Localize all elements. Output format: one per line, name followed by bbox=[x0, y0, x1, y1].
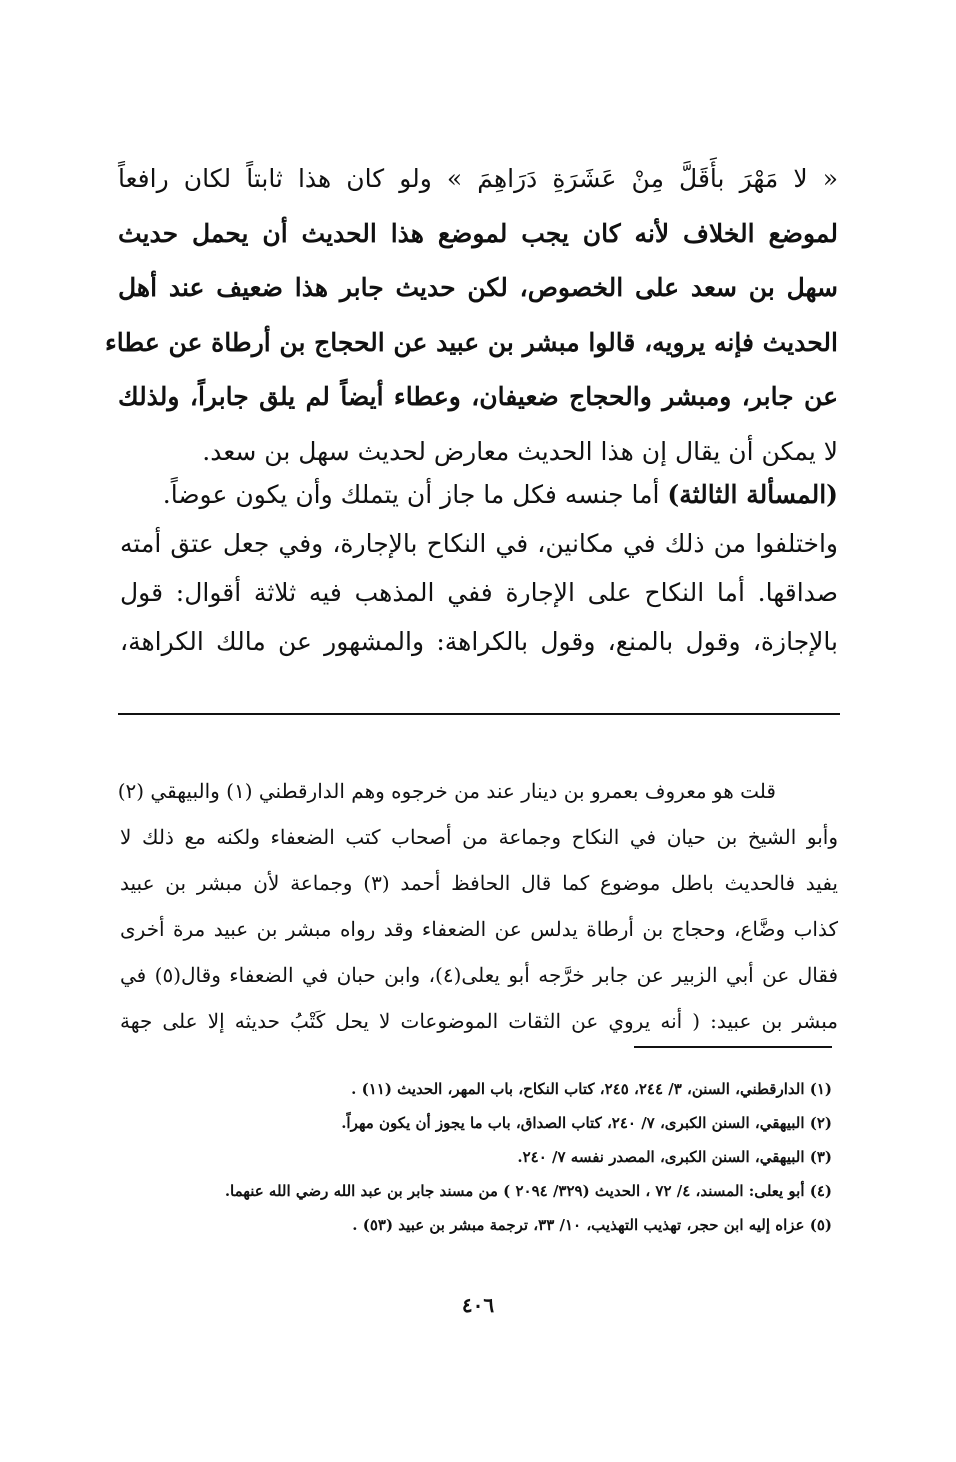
footnotes bbox=[110, 1072, 832, 1242]
text-run: أما جنسه فكل ما جاز أن يتملك وأن يكون عوضاً. bbox=[162, 480, 668, 509]
footnote: (١) الدارقطني، السنن، ٣/ ٢٤٤، ٢٤٥، كتاب النكاح، باب المهر، الحديث (١١) . bbox=[351, 1080, 832, 1098]
text-line: الحديث فإنه يرويه، قالوا مبشر بن عبيد عن الحجاج بن أرطاة عن عطاء bbox=[104, 327, 838, 357]
footnote: (٣) البيهقي، السنن الكبرى، المصدر نفسه ٧/ ٢٤٠. bbox=[517, 1148, 832, 1166]
main-divider bbox=[118, 713, 840, 715]
note-line: يفيد فالحديث باطل موضوع كما قال الحافظ أحمد (٣) وجماعة لأن مبشر بن عبيد bbox=[120, 871, 838, 895]
note-line: كذاب وضَّاع، وحجاج بن أرطاة يدلس عن الضعفاء وقد رواه مبشر بن عبيد مرة أخرى bbox=[120, 917, 838, 941]
main-paragraph-2 bbox=[120, 470, 838, 666]
text-line: « لا مَهْرَ بأَقَلَّ مِنْ عَشَرَةِ دَرَاهِمَ » ولو كان هذا ثابتاً لكان رافعاً bbox=[118, 164, 838, 193]
editor-note-block bbox=[117, 768, 838, 1044]
note-line: وأبو الشيخ بن حيان في النكاح وجماعة من أصحاب كتب الضعفاء ولكنه مع ذلك لا bbox=[120, 825, 838, 849]
text-line: لا يمكن أن يقال إن هذا الحديث معارض لحديث سهل بن سعد. bbox=[202, 436, 838, 466]
footnote: (٥) عزاه إليه ابن حجر، تهذيب التهذيب، ١٠/ ٣٣، ترجمة مبشر بن عبيد (٥٣) . bbox=[352, 1216, 832, 1234]
note-line: فقال عن أبي الزبير عن جابر خرَّجه أبو يعلى(٤)، وابن حبان في الضعفاء وقال(٥) في bbox=[120, 963, 838, 987]
section-heading: (المسألة الثالثة) bbox=[667, 480, 838, 509]
text-line: سهل بن سعد على الخصوص، لكن حديث جابر هذا ضعيف عند أهل bbox=[118, 273, 838, 302]
text-line bbox=[120, 470, 838, 519]
page-number: ٤٠٦ bbox=[461, 1293, 495, 1317]
text-line: صداقها. أما النكاح على الإجارة ففي المذهب فيه ثلاثة أقوال: قول bbox=[120, 578, 838, 607]
footnote: (٢) البيهقي، السنن الكبرى، ٧/ ٢٤٠، كتاب الصداق، باب ما يجوز أن يكون مهراً. bbox=[341, 1114, 832, 1132]
footnote: (٤) أبو يعلى: المسند، ٤/ ٧٢ ، الحديث (٣٢٩/ ٢٠٩٤ ) من مسند جابر بن عبد الله رضي الله عنهما. bbox=[224, 1182, 832, 1200]
note-line: قلت هو معروف بعمرو بن دينار عند من خرجوه وهم الدارقطني (١) والبيهقي (٢) bbox=[117, 779, 776, 803]
text-line: لموضع الخلاف لأنه كان يجب لموضع هذا الحديث أن يحمل حديث bbox=[118, 218, 838, 248]
main-paragraph-1 bbox=[104, 152, 838, 479]
note-line: مبشر بن عبيد: ( أنه يروي عن الثقات الموضوعات لا يحل كَتْبُ حديثه إلا على جهة bbox=[120, 1009, 838, 1033]
footnote-divider bbox=[634, 1046, 832, 1048]
text-line: واختلفوا من ذلك في مكانين، في النكاح بالإجارة، وفي جعل عتق أمته bbox=[120, 529, 838, 558]
text-line: بالإجازة، وقول بالمنع، وقول بالكراهة: والمشهور عن مالك الكراهة، bbox=[120, 627, 838, 656]
text-line: عن جابر، ومبشر والحجاج ضعيفان، وعطاء أيضاً لم يلق جابراً، ولذلك bbox=[118, 382, 838, 411]
